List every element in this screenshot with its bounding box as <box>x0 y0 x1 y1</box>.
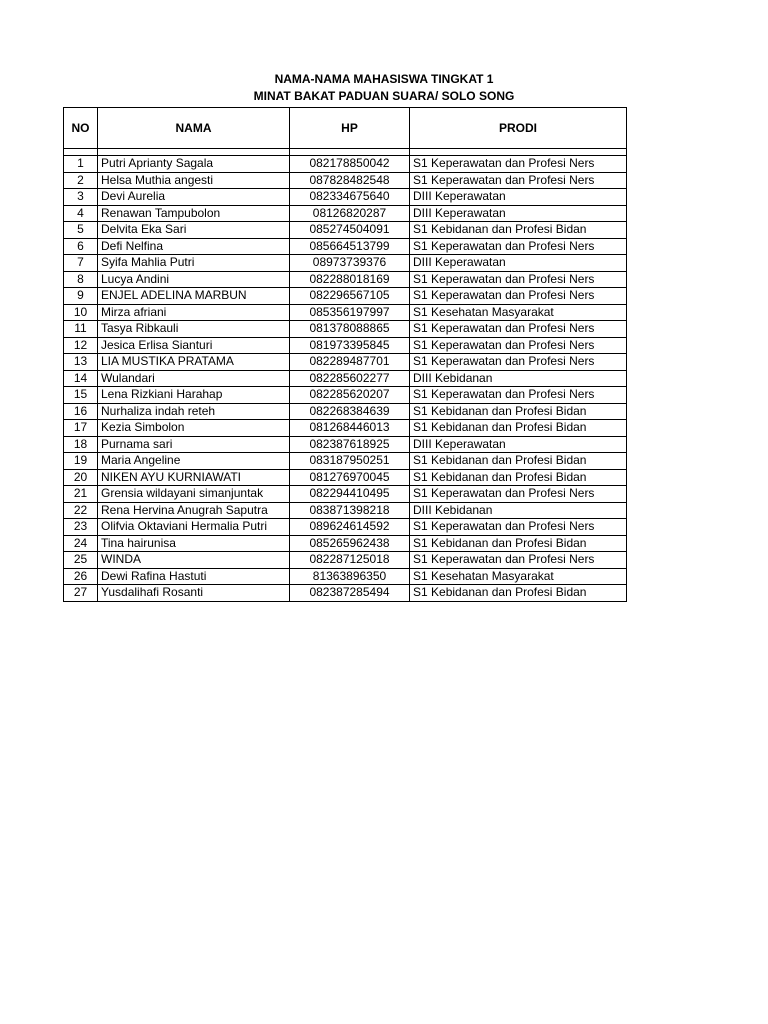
program-cell: S1 Keperawatan dan Profesi Ners <box>410 271 627 288</box>
row-number-cell: 3 <box>64 189 98 206</box>
phone-cell: 082178850042 <box>290 156 410 173</box>
table-row <box>64 469 627 486</box>
table-row <box>64 189 627 206</box>
table-row <box>64 156 627 173</box>
table-body <box>64 149 627 602</box>
phone-cell: 081973395845 <box>290 337 410 354</box>
student-table <box>63 107 627 602</box>
phone-cell: 085664513799 <box>290 238 410 255</box>
phone-cell: 082289487701 <box>290 354 410 371</box>
phone-cell: 085274504091 <box>290 222 410 239</box>
student-name-cell: Jesica Erlisa Sianturi <box>98 337 290 354</box>
table-row <box>64 238 627 255</box>
row-number-cell: 27 <box>64 585 98 602</box>
row-number-cell: 2 <box>64 172 98 189</box>
table-row <box>64 255 627 272</box>
phone-cell: 087828482548 <box>290 172 410 189</box>
table-row <box>64 205 627 222</box>
program-cell: DIII Kebidanan <box>410 502 627 519</box>
phone-cell: 08126820287 <box>290 205 410 222</box>
spacer-cell <box>98 149 290 156</box>
program-cell: S1 Kebidanan dan Profesi Bidan <box>410 585 627 602</box>
phone-cell: 08973739376 <box>290 255 410 272</box>
phone-cell: 082287125018 <box>290 552 410 569</box>
table-header <box>64 108 627 149</box>
table-row <box>64 486 627 503</box>
table-row <box>64 222 627 239</box>
row-number-cell: 26 <box>64 568 98 585</box>
phone-cell: 082334675640 <box>290 189 410 206</box>
row-number-cell: 20 <box>64 469 98 486</box>
phone-cell: 082268384639 <box>290 403 410 420</box>
header-prodi: PRODI <box>410 108 627 149</box>
table-row <box>64 519 627 536</box>
student-name-cell: Putri Aprianty Sagala <box>98 156 290 173</box>
table-row <box>64 370 627 387</box>
document-title: NAMA-NAMA MAHASISWA TINGKAT 1 <box>274 72 494 86</box>
student-name-cell: Yusdalihafi Rosanti <box>98 585 290 602</box>
row-number-cell: 14 <box>64 370 98 387</box>
program-cell: S1 Kebidanan dan Profesi Bidan <box>410 403 627 420</box>
program-cell: S1 Keperawatan dan Profesi Ners <box>410 486 627 503</box>
student-name-cell: Helsa Muthia angesti <box>98 172 290 189</box>
program-cell: S1 Kebidanan dan Profesi Bidan <box>410 535 627 552</box>
phone-cell: 082285602277 <box>290 370 410 387</box>
table-row <box>64 453 627 470</box>
row-number-cell: 1 <box>64 156 98 173</box>
table-row <box>64 271 627 288</box>
student-name-cell: Wulandari <box>98 370 290 387</box>
header-row <box>64 108 627 149</box>
program-cell: S1 Keperawatan dan Profesi Ners <box>410 552 627 569</box>
spacer-cell <box>410 149 627 156</box>
row-number-cell: 7 <box>64 255 98 272</box>
header-hp: HP <box>290 108 410 149</box>
header-no: NO <box>64 108 98 149</box>
phone-cell: 083187950251 <box>290 453 410 470</box>
document-subtitle: MINAT BAKAT PADUAN SUARA/ SOLO SONG <box>253 89 515 103</box>
student-name-cell: Tina hairunisa <box>98 535 290 552</box>
student-name-cell: Kezia Simbolon <box>98 420 290 437</box>
student-name-cell: Rena Hervina Anugrah Saputra <box>98 502 290 519</box>
row-number-cell: 16 <box>64 403 98 420</box>
row-number-cell: 4 <box>64 205 98 222</box>
table-row <box>64 172 627 189</box>
program-cell: S1 Keperawatan dan Profesi Ners <box>410 387 627 404</box>
student-name-cell: WINDA <box>98 552 290 569</box>
student-name-cell: Maria Angeline <box>98 453 290 470</box>
program-cell: S1 Keperawatan dan Profesi Ners <box>410 172 627 189</box>
student-name-cell: Defi Nelfina <box>98 238 290 255</box>
row-number-cell: 6 <box>64 238 98 255</box>
program-cell: S1 Kesehatan Masyarakat <box>410 568 627 585</box>
program-cell: S1 Keperawatan dan Profesi Ners <box>410 337 627 354</box>
student-name-cell: NIKEN AYU KURNIAWATI <box>98 469 290 486</box>
row-number-cell: 9 <box>64 288 98 305</box>
student-name-cell: Nurhaliza indah reteh <box>98 403 290 420</box>
table-row <box>64 321 627 338</box>
row-number-cell: 10 <box>64 304 98 321</box>
spacer-cell <box>64 149 98 156</box>
student-name-cell: Dewi Rafina Hastuti <box>98 568 290 585</box>
row-number-cell: 19 <box>64 453 98 470</box>
phone-cell: 082285620207 <box>290 387 410 404</box>
row-number-cell: 11 <box>64 321 98 338</box>
phone-cell: 083871398218 <box>290 502 410 519</box>
student-name-cell: ENJEL ADELINA MARBUN <box>98 288 290 305</box>
student-name-cell: Mirza afriani <box>98 304 290 321</box>
table-row <box>64 337 627 354</box>
student-name-cell: Lucya Andini <box>98 271 290 288</box>
table-row <box>64 436 627 453</box>
row-number-cell: 15 <box>64 387 98 404</box>
program-cell: DIII Keperawatan <box>410 189 627 206</box>
phone-cell: 082387618925 <box>290 436 410 453</box>
header-nama: NAMA <box>98 108 290 149</box>
student-name-cell: Delvita Eka Sari <box>98 222 290 239</box>
table-row <box>64 288 627 305</box>
phone-cell: 085265962438 <box>290 535 410 552</box>
program-cell: S1 Keperawatan dan Profesi Ners <box>410 354 627 371</box>
row-number-cell: 17 <box>64 420 98 437</box>
table-row <box>64 585 627 602</box>
phone-cell: 082288018169 <box>290 271 410 288</box>
student-name-cell: Syifa Mahlia Putri <box>98 255 290 272</box>
row-number-cell: 13 <box>64 354 98 371</box>
program-cell: S1 Kebidanan dan Profesi Bidan <box>410 420 627 437</box>
program-cell: S1 Kesehatan Masyarakat <box>410 304 627 321</box>
row-number-cell: 8 <box>64 271 98 288</box>
phone-cell: 081268446013 <box>290 420 410 437</box>
phone-cell: 082387285494 <box>290 585 410 602</box>
phone-cell: 082296567105 <box>290 288 410 305</box>
spacer-row <box>64 149 627 156</box>
phone-cell: 082294410495 <box>290 486 410 503</box>
student-name-cell: Purnama sari <box>98 436 290 453</box>
row-number-cell: 24 <box>64 535 98 552</box>
program-cell: S1 Keperawatan dan Profesi Ners <box>410 519 627 536</box>
program-cell: S1 Kebidanan dan Profesi Bidan <box>410 453 627 470</box>
table-row <box>64 304 627 321</box>
student-name-cell: Tasya Ribkauli <box>98 321 290 338</box>
table-row <box>64 502 627 519</box>
student-name-cell: Grensia wildayani simanjuntak <box>98 486 290 503</box>
student-name-cell: Renawan Tampubolon <box>98 205 290 222</box>
table-row <box>64 568 627 585</box>
student-name-cell: Olifvia Oktaviani Hermalia Putri <box>98 519 290 536</box>
row-number-cell: 12 <box>64 337 98 354</box>
program-cell: S1 Keperawatan dan Profesi Ners <box>410 288 627 305</box>
phone-cell: 089624614592 <box>290 519 410 536</box>
table-row <box>64 387 627 404</box>
row-number-cell: 18 <box>64 436 98 453</box>
student-name-cell: Lena Rizkiani Harahap <box>98 387 290 404</box>
spacer-cell <box>290 149 410 156</box>
program-cell: S1 Kebidanan dan Profesi Bidan <box>410 469 627 486</box>
program-cell: DIII Keperawatan <box>410 255 627 272</box>
program-cell: DIII Keperawatan <box>410 205 627 222</box>
table-row <box>64 420 627 437</box>
table-row <box>64 403 627 420</box>
table-row <box>64 552 627 569</box>
student-name-cell: Devi Aurelia <box>98 189 290 206</box>
row-number-cell: 5 <box>64 222 98 239</box>
row-number-cell: 25 <box>64 552 98 569</box>
program-cell: S1 Keperawatan dan Profesi Ners <box>410 321 627 338</box>
table-row <box>64 354 627 371</box>
phone-cell: 085356197997 <box>290 304 410 321</box>
table-row <box>64 535 627 552</box>
row-number-cell: 21 <box>64 486 98 503</box>
program-cell: DIII Kebidanan <box>410 370 627 387</box>
program-cell: S1 Kebidanan dan Profesi Bidan <box>410 222 627 239</box>
row-number-cell: 22 <box>64 502 98 519</box>
program-cell: DIII Keperawatan <box>410 436 627 453</box>
student-name-cell: LIA MUSTIKA PRATAMA <box>98 354 290 371</box>
row-number-cell: 23 <box>64 519 98 536</box>
program-cell: S1 Keperawatan dan Profesi Ners <box>410 156 627 173</box>
phone-cell: 081378088865 <box>290 321 410 338</box>
phone-cell: 81363896350 <box>290 568 410 585</box>
phone-cell: 081276970045 <box>290 469 410 486</box>
program-cell: S1 Keperawatan dan Profesi Ners <box>410 238 627 255</box>
